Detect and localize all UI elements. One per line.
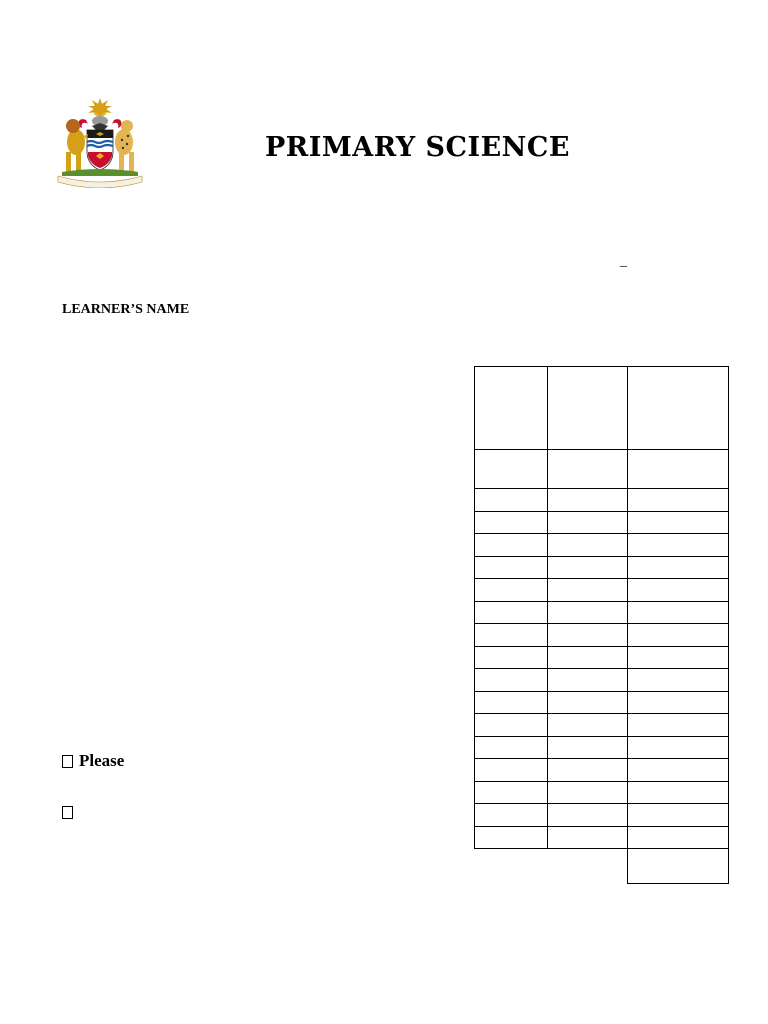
- subheader-cell: [628, 450, 729, 489]
- table-row: [475, 556, 729, 579]
- table-cell: [548, 759, 628, 782]
- learner-name-label: LEARNER’S NAME: [62, 302, 190, 317]
- table-cell: [475, 826, 548, 849]
- score-table-header-row: [475, 367, 729, 450]
- table-cell: [548, 624, 628, 647]
- subheader-cell: [548, 450, 628, 489]
- table-cell: [475, 534, 548, 557]
- table-cell: [628, 534, 729, 557]
- table-cell: [628, 624, 729, 647]
- table-row: [475, 691, 729, 714]
- table-cell: [475, 646, 548, 669]
- instruction-text: Please: [79, 751, 125, 770]
- table-row: [475, 804, 729, 827]
- table-cell: [475, 511, 548, 534]
- table-cell: [548, 669, 628, 692]
- table-cell: [548, 534, 628, 557]
- table-cell: [548, 714, 628, 737]
- table-row: [475, 579, 729, 602]
- table-cell: [475, 804, 548, 827]
- table-row: [475, 511, 729, 534]
- subheader-cell: [475, 450, 548, 489]
- table-cell: [475, 556, 548, 579]
- header-cell: [628, 367, 729, 450]
- header-cell: [548, 367, 628, 450]
- table-cell: [628, 489, 729, 512]
- table-cell: [548, 579, 628, 602]
- instruction-item: [62, 806, 79, 819]
- table-cell: [475, 669, 548, 692]
- table-cell: [475, 714, 548, 737]
- table-cell: [548, 736, 628, 759]
- instruction-item: [62, 751, 124, 771]
- table-row: [475, 601, 729, 624]
- lion-supporter: [66, 119, 88, 172]
- table-cell: [628, 714, 729, 737]
- table-cell: [475, 691, 548, 714]
- sun-crest: [88, 98, 112, 117]
- checkbox-glyph-icon: [62, 755, 73, 768]
- page-title: PRIMARY SCIENCE: [265, 132, 570, 163]
- table-cell: [628, 759, 729, 782]
- table-cell: [475, 736, 548, 759]
- table-cell: [475, 579, 548, 602]
- leopard-supporter: [115, 120, 134, 172]
- table-cell: [475, 624, 548, 647]
- table-cell: [548, 511, 628, 534]
- table-row: [475, 489, 729, 512]
- table-cell: [628, 669, 729, 692]
- table-cell: [548, 804, 628, 827]
- table-cell: [628, 781, 729, 804]
- header-cell: [475, 367, 548, 450]
- blank-dash: _: [620, 254, 627, 269]
- checkbox-glyph-icon: [62, 806, 73, 819]
- score-table-subheader-row: [475, 450, 729, 489]
- table-row: [475, 624, 729, 647]
- coat-of-arms-icon: [52, 96, 148, 188]
- table-cell: [548, 489, 628, 512]
- table-cell: [475, 489, 548, 512]
- table-cell: [628, 804, 729, 827]
- table-cell: [475, 781, 548, 804]
- table-cell: [475, 759, 548, 782]
- table-row: [475, 759, 729, 782]
- table-cell: [475, 601, 548, 624]
- table-cell: [628, 646, 729, 669]
- table-cell: [628, 691, 729, 714]
- table-cell: [628, 579, 729, 602]
- table-cell: [628, 736, 729, 759]
- table-cell: [548, 691, 628, 714]
- table-cell: [548, 646, 628, 669]
- table-row: [475, 669, 729, 692]
- table-row: [475, 714, 729, 737]
- score-table: [474, 366, 729, 849]
- table-row: [475, 646, 729, 669]
- table-cell: [548, 826, 628, 849]
- table-cell: [628, 601, 729, 624]
- table-cell: [628, 511, 729, 534]
- table-row: [475, 534, 729, 557]
- table-cell: [548, 556, 628, 579]
- table-row: [475, 736, 729, 759]
- total-score-box: [627, 846, 729, 884]
- table-cell: [628, 556, 729, 579]
- table-cell: [548, 601, 628, 624]
- table-row: [475, 781, 729, 804]
- table-cell: [548, 781, 628, 804]
